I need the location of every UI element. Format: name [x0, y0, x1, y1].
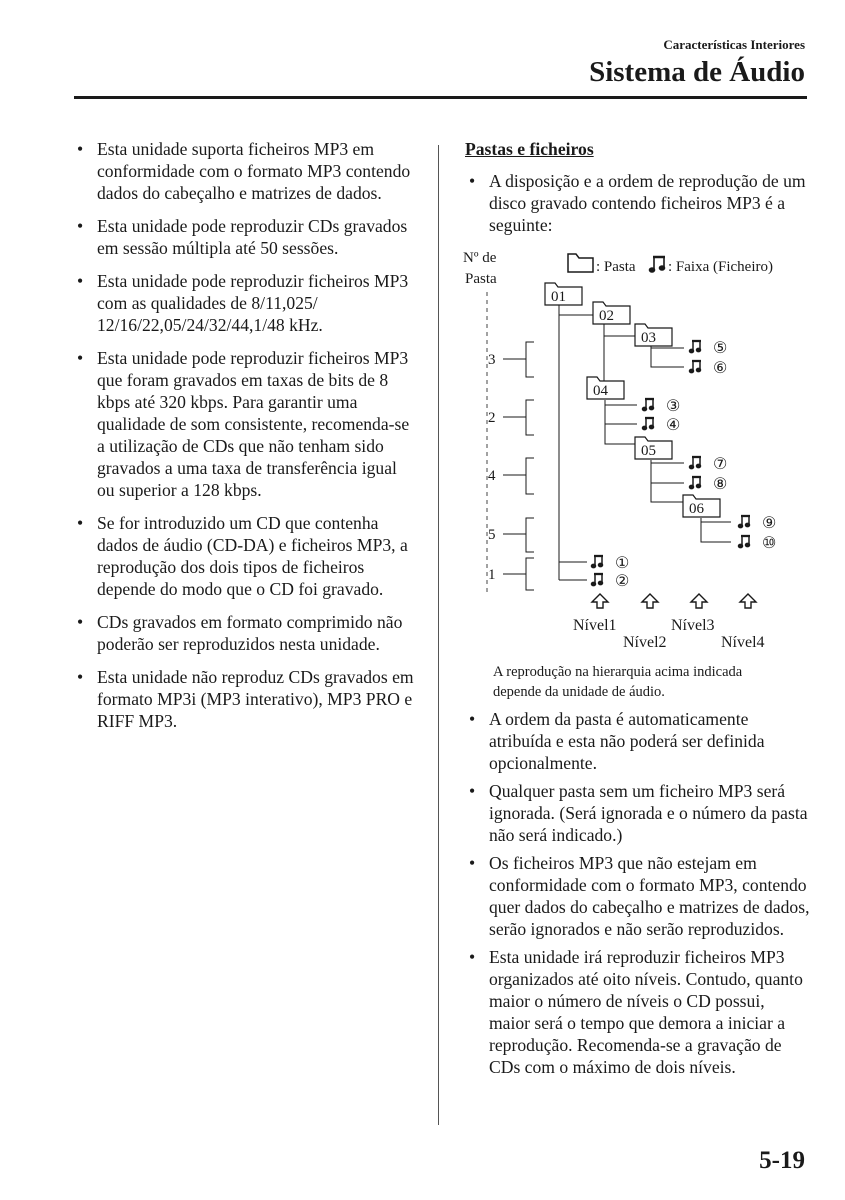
folder-label: 04	[593, 383, 608, 399]
folder-label: 05	[641, 443, 656, 459]
folder-label: 06	[689, 501, 704, 517]
right-bullet-list	[465, 708, 810, 1078]
track-number: ④	[666, 417, 681, 434]
folder-legend-icon	[568, 254, 593, 272]
level-label: Nível4	[721, 634, 765, 651]
list-item: • Qualquer pasta sem um ficheiro MP3 será ignorada. (Será ignorada e o número da pasta não será indicado.)	[465, 780, 810, 846]
legend-folder-label: : Pasta	[596, 259, 636, 275]
folder-01	[545, 283, 582, 305]
folder-06	[683, 495, 720, 517]
list-item: • Esta unidade suporta ficheiros MP3 em conformidade com o formato MP3 contendo dados do cabeçalho e matrizes de dados.	[73, 138, 415, 204]
level-label: Nível3	[671, 617, 715, 634]
folder-03	[635, 324, 672, 346]
track-number: ③	[666, 398, 681, 415]
diagram-caption: A reprodução na hierarquia acima indicada depende da unidade de áudio.	[493, 664, 743, 700]
folder-02	[593, 302, 630, 324]
track-number: ⑧	[713, 476, 728, 493]
list-item: • CDs gravados em formato comprimido não poderão ser reproduzidos nesta unidade.	[73, 611, 415, 655]
folder-structure-diagram	[459, 242, 804, 700]
list-item: • Se for introduzido um CD que contenha dados de áudio (CD-DA) e ficheiros MP3, a reprodução dos dois tipos de ficheiros depende do modo que o CD foi gravado.	[73, 512, 415, 600]
folder-label: 01	[551, 289, 566, 305]
folder-no-label-1: Nº de	[463, 250, 497, 266]
track-number: ⑦	[713, 456, 728, 473]
list-item: • Esta unidade pode reproduzir CDs gravados em sessão múltipla até 50 sessões.	[73, 215, 415, 259]
folder-05	[635, 437, 672, 459]
intro-list	[465, 170, 810, 236]
track-number: ⑨	[762, 515, 777, 532]
tree-connectors	[503, 302, 731, 590]
folder-number: 1	[488, 567, 496, 583]
folder-tree-svg	[459, 242, 804, 658]
folder-number: 3	[488, 352, 496, 368]
left-bullet-list	[73, 138, 415, 732]
list-item: • A disposição e a ordem de reprodução de um disco gravado contendo ficheiros MP3 é a seguinte:	[465, 170, 810, 236]
header-section-label: Características Interiores	[663, 37, 805, 52]
page-title: Sistema de Áudio	[589, 56, 805, 88]
list-item: • A ordem da pasta é automaticamente atribuída e esta não poderá ser definida opcionalmente.	[465, 708, 810, 774]
track-number: ①	[615, 555, 630, 572]
left-column	[73, 138, 415, 743]
column-divider	[438, 145, 439, 1125]
list-item: • Esta unidade não reproduz CDs gravados em formato MP3i (MP3 interativo), MP3 PRO e RIFF MP3.	[73, 666, 415, 732]
list-item: • Esta unidade irá reproduzir ficheiros MP3 organizados até oito níveis. Contudo, quanto maior o número de níveis o CD possui, maior será o tempo que demora a iniciar a reprodução. Recomenda-se a gravação de CDs com o máximo de dois níveis.	[465, 946, 810, 1078]
level-label: Nível1	[573, 617, 617, 634]
folder-04	[587, 377, 624, 399]
legend-track-label: : Faixa (Ficheiro)	[668, 259, 773, 275]
track-number: ②	[615, 573, 630, 590]
folder-label: 03	[641, 330, 656, 346]
folder-label: 02	[599, 308, 614, 324]
level-arrows	[592, 594, 756, 608]
folder-no-label-2: Pasta	[465, 271, 497, 287]
list-item: • Os ficheiros MP3 que não estejam em conformidade com o formato MP3, contendo quer dados do cabeçalho e matrizes de dados, serão ignorados e não serão reproduzidos.	[465, 852, 810, 940]
folder-number: 4	[488, 468, 496, 484]
track-legend-icon	[650, 257, 666, 272]
header-rule	[74, 96, 807, 99]
folder-number: 2	[488, 410, 496, 426]
section-heading: Pastas e ficheiros	[465, 139, 594, 159]
list-item: • Esta unidade pode reproduzir ficheiros MP3 que foram gravados em taxas de bits de 8 kbps até 320 kbps. Para garantir uma qualidade de som consistente, recomenda-se a utilização de CDs que não tenham sido gravados a uma taxa de transferência igual ou superior a 128 kbps.	[73, 347, 415, 501]
list-item: • Esta unidade pode reproduzir ficheiros MP3 com as qualidades de 8/11,025/ 12/16/22,05/24/32/44,1/48 kHz.	[73, 270, 415, 336]
right-column	[465, 138, 810, 1084]
track-number: ⑥	[713, 360, 728, 377]
folder-number: 5	[488, 527, 496, 543]
track-number: ⑤	[713, 340, 728, 357]
track-number: ⑩	[762, 535, 777, 552]
page-number: 5-19	[759, 1147, 805, 1174]
level-label: Nível2	[623, 634, 667, 651]
